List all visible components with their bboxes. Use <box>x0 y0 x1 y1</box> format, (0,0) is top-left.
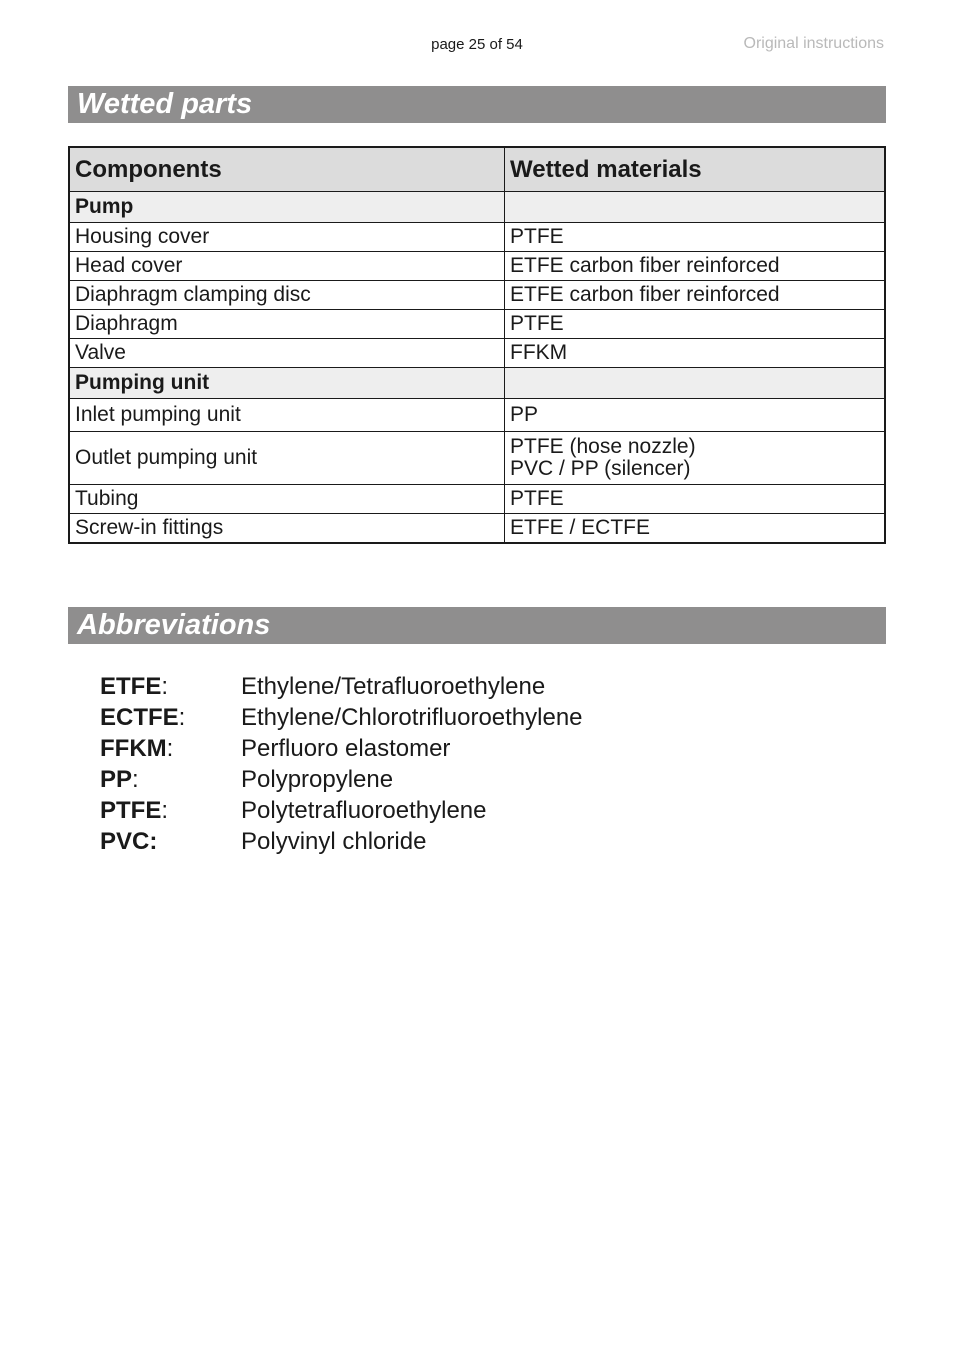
abbreviation-code: PTFE <box>100 797 162 824</box>
material-line: ETFE carbon fiber reinforced <box>510 254 780 277</box>
abbreviation-term <box>100 671 241 702</box>
abbreviation-definition: Polytetrafluoroethylene <box>241 797 487 824</box>
component-cell: Diaphragm clamping disc <box>69 281 505 310</box>
abbreviation-item <box>100 671 583 702</box>
material-cell <box>505 223 886 252</box>
group-empty-cell <box>505 368 886 399</box>
table-row <box>69 485 885 514</box>
material-cell <box>505 399 886 432</box>
component-cell: Inlet pumping unit <box>69 399 505 432</box>
abbreviation-item <box>100 764 583 795</box>
table-row <box>69 310 885 339</box>
material-line: FFKM <box>510 341 568 364</box>
table-row <box>69 399 885 432</box>
table-row <box>69 252 885 281</box>
abbreviation-separator: : <box>132 766 139 793</box>
column-header-materials: Wetted materials <box>505 147 886 192</box>
material-line: PTFE (hose nozzle) <box>510 435 696 458</box>
table-row <box>69 281 885 310</box>
abbreviations-heading: Abbreviations <box>68 607 886 644</box>
component-cell: Tubing <box>69 485 505 514</box>
table-header-row <box>69 147 885 192</box>
abbreviation-separator: : <box>166 735 174 762</box>
material-cell <box>505 485 886 514</box>
abbreviation-term <box>100 733 241 764</box>
abbreviation-definition: Polyvinyl chloride <box>241 828 427 855</box>
abbreviation-separator: : <box>178 704 186 731</box>
component-cell: Diaphragm <box>69 310 505 339</box>
abbreviation-definition: Polypropylene <box>241 766 394 793</box>
abbreviation-term <box>100 795 241 826</box>
abbreviation-term <box>100 826 241 857</box>
abbreviation-code: PP <box>100 766 133 793</box>
abbreviation-separator: : <box>161 673 169 700</box>
material-line: PTFE <box>510 225 564 248</box>
material-line: PP <box>510 403 539 426</box>
group-empty-cell <box>505 192 886 223</box>
abbreviation-item <box>100 795 583 826</box>
material-cell <box>505 514 886 544</box>
abbreviation-code: ECTFE <box>100 704 179 731</box>
material-line: ETFE / ECTFE <box>510 516 651 539</box>
material-cell <box>505 281 886 310</box>
wetted-parts-table <box>68 146 886 544</box>
abbreviation-code: PVC: <box>100 828 158 855</box>
component-cell: Valve <box>69 339 505 368</box>
material-line: ETFE carbon fiber reinforced <box>510 283 780 306</box>
material-line: PTFE <box>510 312 564 335</box>
material-cell <box>505 310 886 339</box>
abbreviation-item <box>100 733 583 764</box>
abbreviation-term <box>100 702 241 733</box>
material-line: PVC / PP (silencer) <box>510 457 691 480</box>
table-row <box>69 339 885 368</box>
material-line: PTFE <box>510 487 564 510</box>
abbreviation-item <box>100 826 583 857</box>
table-row <box>69 432 885 485</box>
material-cell <box>505 432 886 485</box>
group-label: Pumping unit <box>69 368 505 399</box>
abbreviation-item <box>100 702 583 733</box>
table-group-row <box>69 368 885 399</box>
component-cell: Screw-in fittings <box>69 514 505 544</box>
abbreviation-code: ETFE <box>100 673 162 700</box>
component-cell: Housing cover <box>69 223 505 252</box>
abbreviations-list <box>100 671 583 857</box>
abbreviation-code: FFKM <box>100 735 167 762</box>
column-header-components: Components <box>69 147 505 192</box>
page-number: page 25 of 54 <box>431 36 523 53</box>
abbreviation-definition: Perfluoro elastomer <box>241 735 451 762</box>
document-type-label: Original instructions <box>743 35 884 52</box>
material-cell <box>505 252 886 281</box>
abbreviation-term <box>100 764 241 795</box>
table-group-row <box>69 192 885 223</box>
abbreviation-separator: : <box>161 797 169 824</box>
table-body <box>69 192 885 544</box>
component-cell: Outlet pumping unit <box>69 432 505 485</box>
component-cell: Head cover <box>69 252 505 281</box>
material-cell <box>505 339 886 368</box>
abbreviation-definition: Ethylene/Chlorotrifluoroethylene <box>241 704 583 731</box>
group-label: Pump <box>69 192 505 223</box>
wetted-parts-heading: Wetted parts <box>68 86 886 123</box>
abbreviation-definition: Ethylene/Tetrafluoroethylene <box>241 673 546 700</box>
table-row <box>69 223 885 252</box>
table-row <box>69 514 885 544</box>
